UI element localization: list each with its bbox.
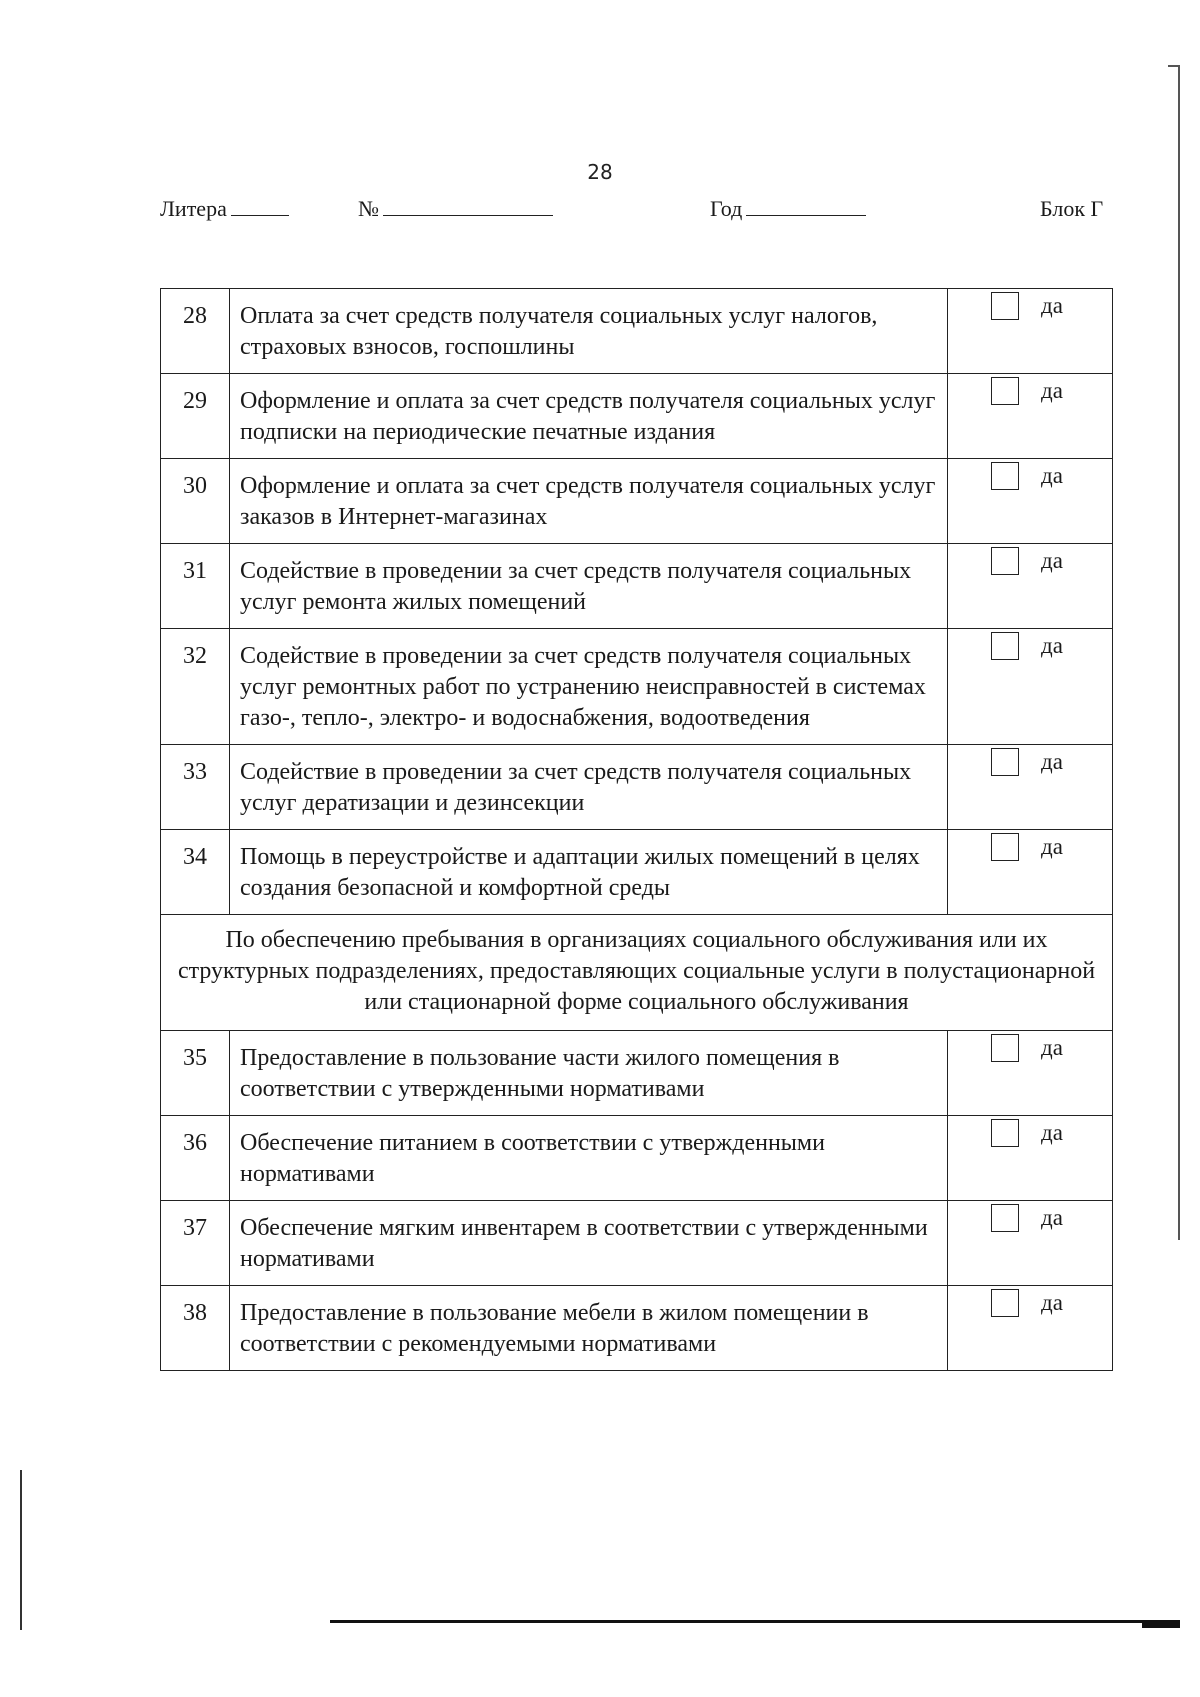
service-description: Содействие в проведении за счет средств получателя социальных услуг дератизации и дезинсекции [230, 745, 948, 830]
answer-cell [948, 745, 1113, 830]
answer-cell [948, 1031, 1113, 1116]
yes-label: да [1041, 749, 1063, 774]
yes-label: да [1041, 463, 1063, 488]
year-blank[interactable] [746, 199, 866, 216]
row-number: 36 [161, 1116, 230, 1201]
row-number: 35 [161, 1031, 230, 1116]
scan-edge-line-left [20, 1470, 22, 1630]
answer-cell [948, 1201, 1113, 1286]
answer-cell [948, 1286, 1113, 1371]
service-description: Оформление и оплата за счет средств получателя социальных услуг заказов в Интернет-магазинах [230, 459, 948, 544]
table-row [161, 830, 1113, 915]
scan-edge-line-bottom [330, 1620, 1180, 1623]
year-field [710, 196, 866, 222]
yes-checkbox[interactable] [991, 748, 1019, 776]
yes-label: да [1041, 633, 1063, 658]
service-description: Оформление и оплата за счет средств получателя социальных услуг подписки на периодические печатные издания [230, 374, 948, 459]
services-table [160, 288, 1113, 1371]
row-number: 31 [161, 544, 230, 629]
service-description: Предоставление в пользование мебели в жилом помещении в соответствии с рекомендуемыми нормативами [230, 1286, 948, 1371]
table-row [161, 459, 1113, 544]
row-number: 33 [161, 745, 230, 830]
row-number: 29 [161, 374, 230, 459]
table-row [161, 374, 1113, 459]
table-row [161, 1201, 1113, 1286]
row-number: 32 [161, 629, 230, 745]
section-title: По обеспечению пребывания в организациях социального обслуживания или их структурных подразделениях, предоставляющих социальные услуги в полустационарной или стационарной форме социального обслуживания [161, 915, 1113, 1031]
service-description: Содействие в проведении за счет средств получателя социальных услуг ремонта жилых помещений [230, 544, 948, 629]
yes-checkbox[interactable] [991, 1204, 1019, 1232]
yes-label: да [1041, 1120, 1063, 1145]
table-row [161, 629, 1113, 745]
scan-edge-mark [1142, 1620, 1180, 1628]
answer-cell [948, 830, 1113, 915]
row-number: 34 [161, 830, 230, 915]
yes-label: да [1041, 378, 1063, 403]
scan-edge-line-right [1178, 65, 1180, 1240]
service-description: Оплата за счет средств получателя социальных услуг налогов, страховых взносов, госпошлины [230, 289, 948, 374]
answer-cell [948, 289, 1113, 374]
number-blank[interactable] [383, 199, 553, 216]
service-description: Обеспечение мягким инвентарем в соответствии с утвержденными нормативами [230, 1201, 948, 1286]
yes-checkbox[interactable] [991, 833, 1019, 861]
yes-label: да [1041, 1035, 1063, 1060]
table-row [161, 1116, 1113, 1201]
yes-checkbox[interactable] [991, 1119, 1019, 1147]
service-description: Обеспечение питанием в соответствии с утвержденными нормативами [230, 1116, 948, 1201]
answer-cell [948, 1116, 1113, 1201]
answer-cell [948, 374, 1113, 459]
page-number: 28 [587, 160, 613, 184]
answer-cell [948, 629, 1113, 745]
block-label: Блок Г [1040, 196, 1104, 221]
table-row [161, 745, 1113, 830]
yes-checkbox[interactable] [991, 377, 1019, 405]
table-row [161, 1031, 1113, 1116]
litera-blank[interactable] [231, 199, 289, 216]
section-row [161, 915, 1113, 1031]
yes-label: да [1041, 834, 1063, 859]
row-number: 37 [161, 1201, 230, 1286]
number-field [358, 196, 553, 222]
yes-label: да [1041, 548, 1063, 573]
yes-checkbox[interactable] [991, 1034, 1019, 1062]
row-number: 28 [161, 289, 230, 374]
number-label: № [358, 196, 379, 221]
yes-label: да [1041, 293, 1063, 318]
yes-checkbox[interactable] [991, 1289, 1019, 1317]
table-row [161, 289, 1113, 374]
yes-checkbox[interactable] [991, 547, 1019, 575]
yes-label: да [1041, 1290, 1063, 1315]
table-row [161, 544, 1113, 629]
service-description: Содействие в проведении за счет средств получателя социальных услуг ремонтных работ по устранению неисправностей в системах газо-, тепло-, электро- и водоснабжения, водоотведения [230, 629, 948, 745]
yes-checkbox[interactable] [991, 462, 1019, 490]
service-description: Помощь в переустройстве и адаптации жилых помещений в целях создания безопасной и комфортной среды [230, 830, 948, 915]
litera-label: Литера [160, 196, 227, 221]
yes-label: да [1041, 1205, 1063, 1230]
answer-cell [948, 459, 1113, 544]
table-row [161, 1286, 1113, 1371]
answer-cell [948, 544, 1113, 629]
year-label: Год [710, 196, 743, 221]
litera-field [160, 196, 289, 222]
row-number: 30 [161, 459, 230, 544]
service-description: Предоставление в пользование части жилого помещения в соответствии с утвержденными нормативами [230, 1031, 948, 1116]
row-number: 38 [161, 1286, 230, 1371]
yes-checkbox[interactable] [991, 632, 1019, 660]
yes-checkbox[interactable] [991, 292, 1019, 320]
